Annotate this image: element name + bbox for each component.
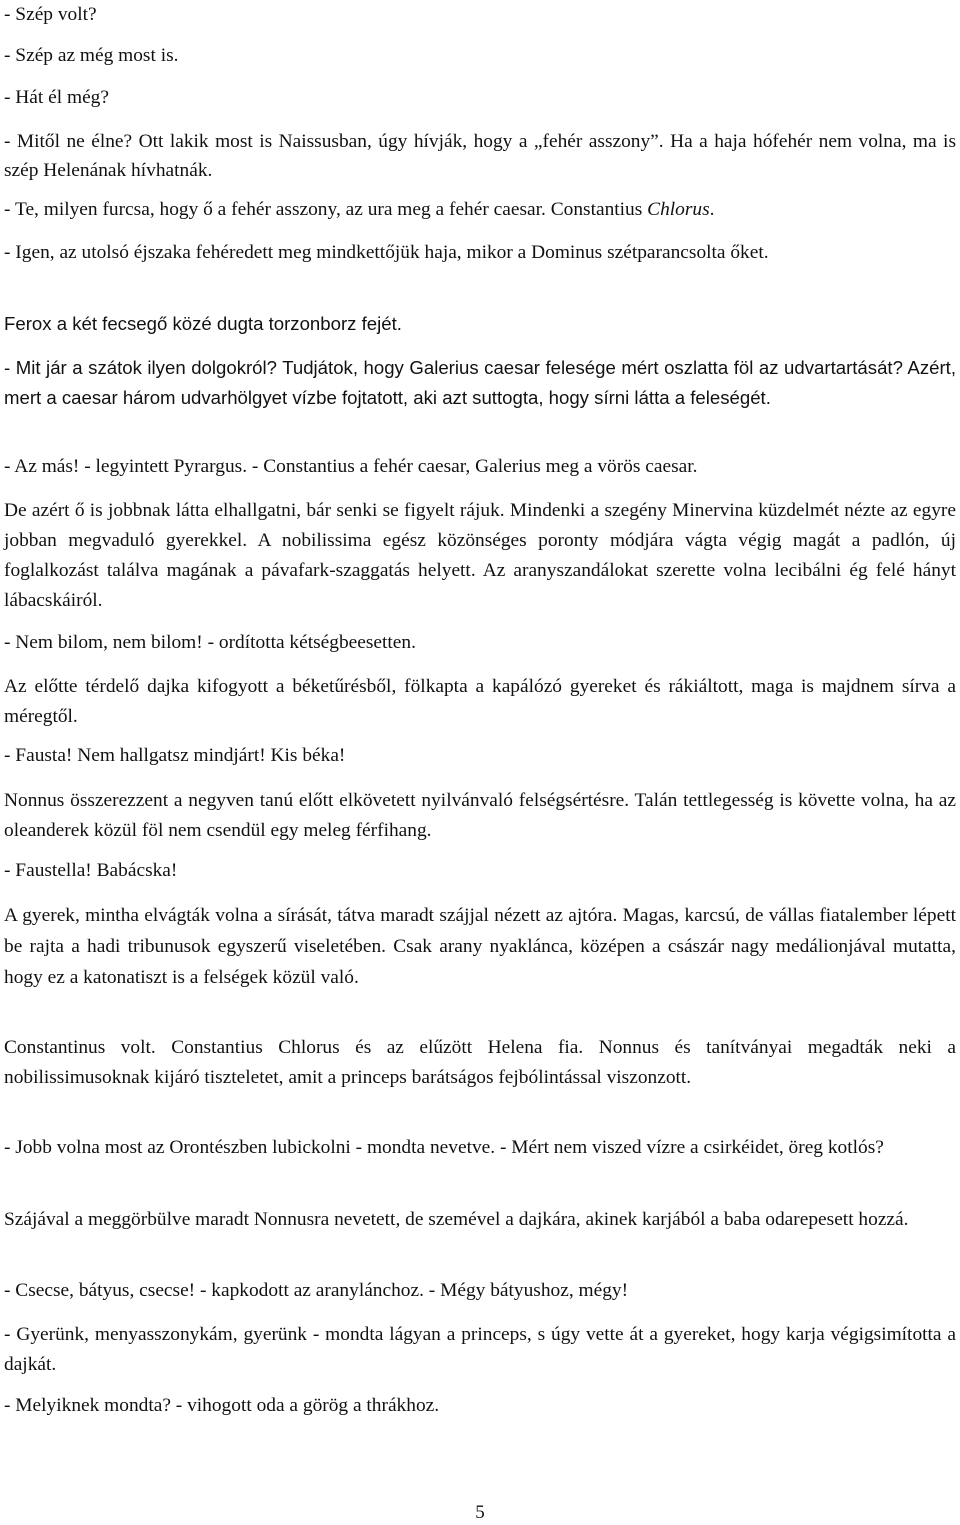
- paragraph: Szájával a meggörbülve maradt Nonnusra nevetett, de szemével a dajkára, akinek karjából a baba odarepesett hozzá.: [4, 1209, 909, 1230]
- paragraph: Nonnus összerezzent a negyven tanú előtt elkövetett nyilvánvaló felségsértésre. Talán tettlegesség is követte volna, ha az oleanderek közül föl nem csendül egy meleg férfihang.: [4, 790, 956, 841]
- paragraph: Constantinus volt. Constantius Chlorus és az elűzött Helena fia. Nonnus és tanítványai megadták neki a nobilissimusoknak kijáró tiszteletet, amit a princeps barátságos fejbólintással viszonzott.: [4, 1037, 956, 1088]
- paragraph: - Melyiknek mondta? - vihogott oda a görög a thrákhoz.: [4, 1395, 440, 1416]
- paragraph: - Az más! - legyintett Pyrargus. - Constantius a fehér caesar, Galerius meg a vörös caesar.: [4, 456, 698, 477]
- italic-word: Chlorus: [647, 199, 710, 220]
- paragraph: - Csecse, bátyus, csecse! - kapkodott az aranylánchoz. - Mégy bátyushoz, mégy!: [4, 1280, 629, 1301]
- paragraph: - Nem bilom, nem bilom! - ordította kétségbeesetten.: [4, 632, 416, 653]
- paragraph: Ferox a két fecsegő közé dugta torzonborz fejét.: [4, 313, 402, 334]
- paragraph: - Mit jár a szátok ilyen dolgokról? Tudjátok, hogy Galerius caesar felesége mért oszlatta föl az udvartartását? Azért, mert a caesar három udvarhölgyet vízbe fojtatott, aki azt suttogta, hogy sírni látta a feleségét.: [4, 357, 956, 408]
- paragraph: - Gyerünk, menyasszonykám, gyerünk - mondta lágyan a princeps, s úgy vette át a gyereket, hogy karja végigsimította a dajkát.: [4, 1324, 956, 1375]
- paragraph: Az előtte térdelő dajka kifogyott a béketűrésből, fölkapta a kapálózó gyereket és rákiáltott, maga is majdnem sírva a méregtől.: [4, 676, 956, 727]
- paragraph: - Igen, az utolsó éjszaka fehéredett meg mindkettőjük haja, mikor a Dominus szétparancsolta őket.: [4, 242, 769, 263]
- page-number: 5: [475, 1502, 485, 1523]
- paragraph: - Hát él még?: [4, 87, 109, 108]
- paragraph: - Jobb volna most az Orontészben lubickolni - mondta nevetve. - Mért nem viszed vízre a csirkéidet, öreg kotlós?: [4, 1137, 884, 1158]
- paragraph: - Mitől ne élne? Ott lakik most is Naissusban, úgy hívják, hogy a „fehér asszony”. Ha a haja hófehér nem volna, ma is szép Helenának hívhatnák.: [4, 131, 956, 181]
- paragraph: - Szép volt?: [4, 4, 97, 25]
- paragraph: - Faustella! Babácska!: [4, 860, 178, 881]
- paragraph: De azért ő is jobbnak látta elhallgatni, bár senki se figyelt rájuk. Mindenki a szegény Minervina küzdelmét nézte az egyre jobban megvaduló gyerekkel. A nobilissima egész közönséges poronty módjára vágta végig magát a padlón, új foglalkozást találva magának a pávafark-szaggatás helyett. Az aranyszandálokat szerette volna lecibálni ég felé hányt lábacskáiról.: [4, 500, 956, 611]
- paragraph: - Te, milyen furcsa, hogy ő a fehér asszony, az ura meg a fehér caesar. Constantius Chlorus.: [4, 199, 715, 220]
- paragraph: - Fausta! Nem hallgatsz mindjárt! Kis béka!: [4, 745, 346, 766]
- paragraph: A gyerek, mintha elvágták volna a sírását, tátva maradt szájjal nézett az ajtóra. Magas, karcsú, de vállas fiatalember lépett be rajta a hadi tribunusok egyszerű viseletében. Csak arany nyaklánca, középen a császár nagy medálionjával mutatta, hogy ez a katonatiszt is a felségek közül való.: [4, 905, 956, 988]
- paragraph: - Szép az még most is.: [4, 45, 179, 66]
